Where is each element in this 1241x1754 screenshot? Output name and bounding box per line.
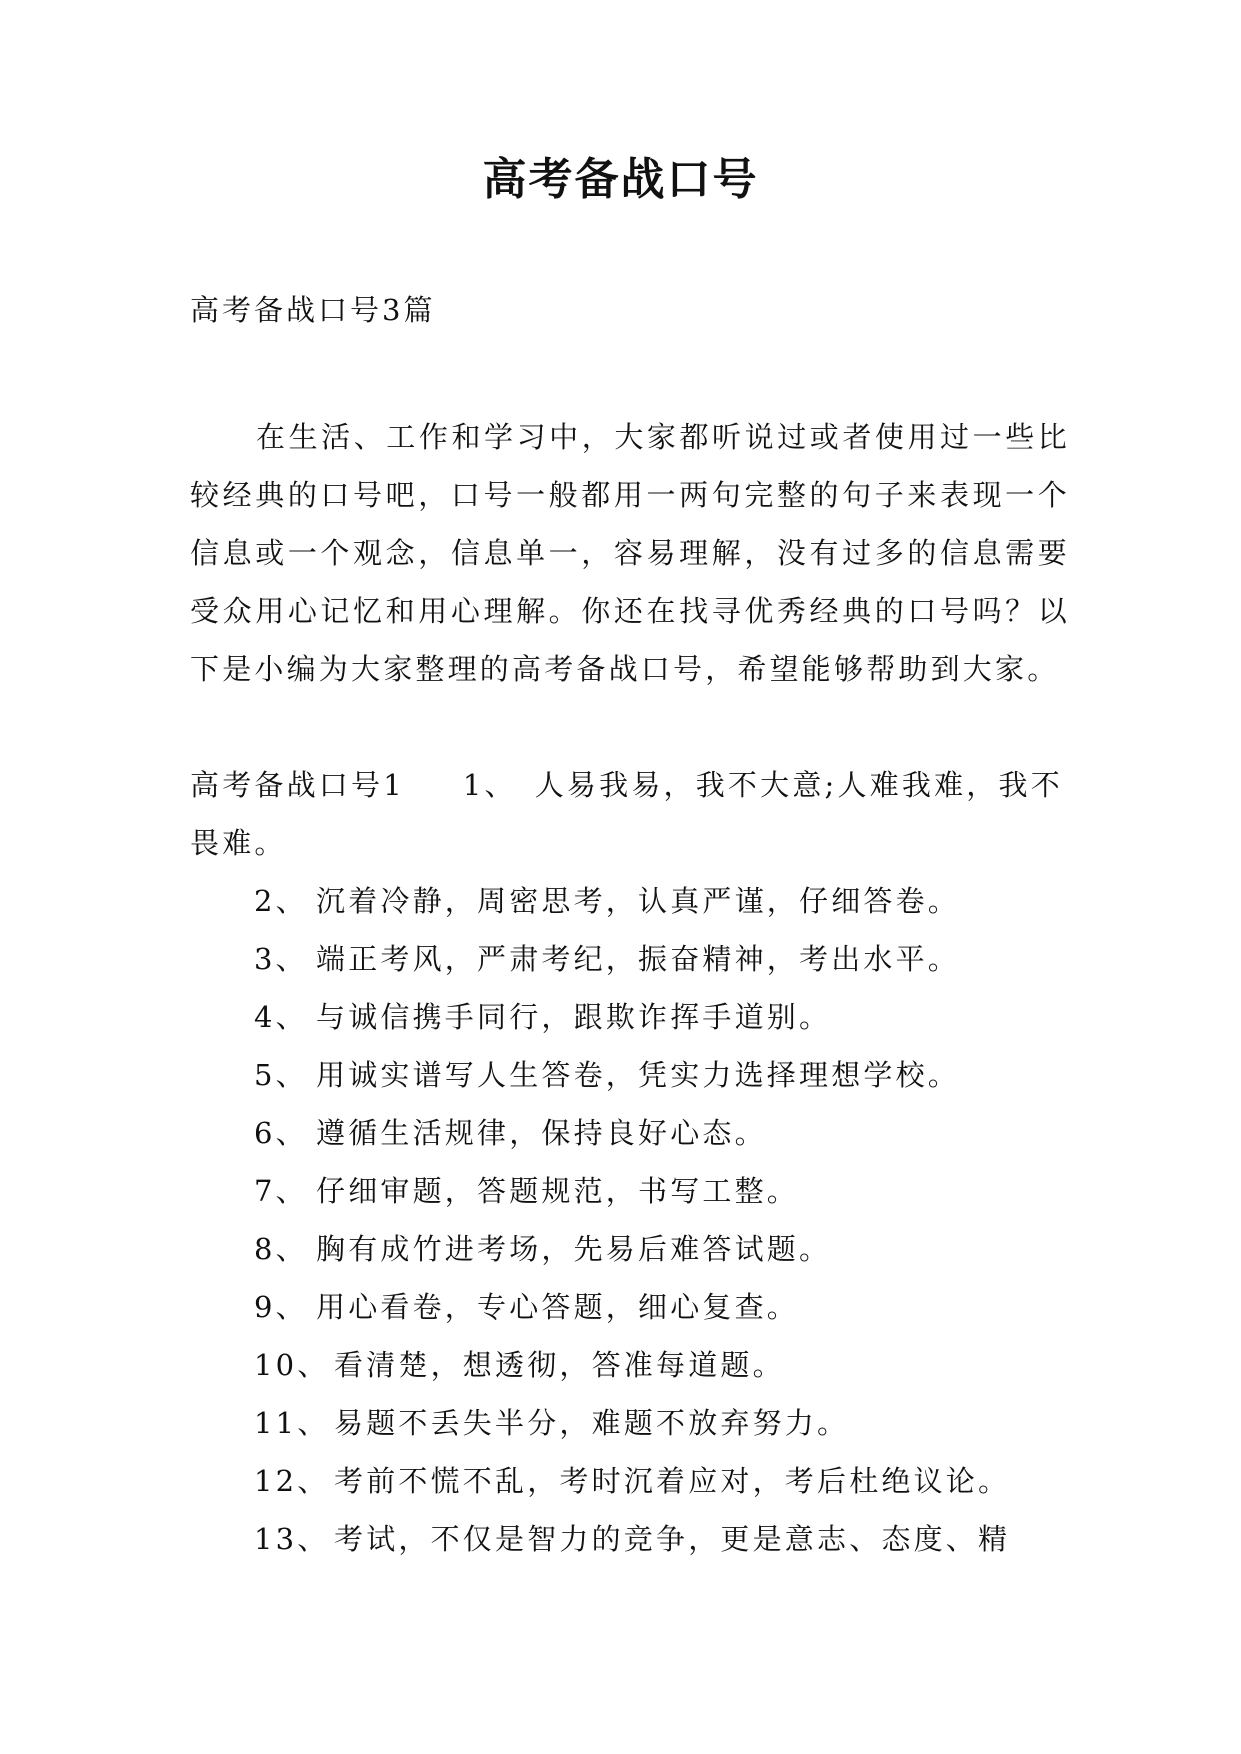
item-text: 考前不慌不乱，考时沉着应对，考后杜绝议论。 [334, 1464, 1011, 1498]
item-number: 9、 [254, 1290, 308, 1324]
document-subtitle: 高考备战口号3篇 [190, 293, 436, 327]
intro-paragraph: 在生活、工作和学习中，大家都听说过或者使用过一些比较经典的口号吧，口号一般都用一两句完整的句子来表现一个信息或一个观念，信息单一，容易理解，没有过多的信息需要受众用心记忆和用心理解。你还在找寻优秀经典的口号吗？以下是小编为大家整理的高考备战口号，希望能够帮助到大家。 [190, 420, 1070, 686]
list-item [254, 930, 1074, 988]
list-item [254, 1278, 1074, 1336]
item-number: 10、 [254, 1348, 330, 1382]
item-text: 用诚实谱写人生答卷，凭实力选择理想学校。 [316, 1058, 961, 1092]
item-number: 5、 [254, 1058, 308, 1092]
document-title: 高考备战口号 [482, 154, 759, 205]
item-text: 易题不丢失半分，难题不放弃努力。 [334, 1406, 850, 1440]
list-item [254, 1452, 1074, 1510]
list-item [254, 1220, 1074, 1278]
item-number: 11、 [254, 1406, 330, 1440]
item-number: 7、 [254, 1174, 308, 1208]
item-text: 考试，不仅是智力的竞争，更是意志、态度、精 [334, 1522, 1011, 1556]
list-item [254, 872, 1074, 930]
item-number: 13、 [254, 1522, 330, 1556]
item-number: 3、 [254, 942, 308, 976]
item-number: 12、 [254, 1464, 330, 1498]
item-text: 胸有成竹进考场，先易后难答试题。 [316, 1232, 832, 1266]
item-number: 4、 [254, 1000, 308, 1034]
item-text: 沉着冷静，周密思考，认真严谨，仔细答卷。 [316, 884, 961, 918]
list-item [254, 1510, 1074, 1568]
item-1-number: 1、 [462, 768, 517, 802]
list-item [254, 988, 1074, 1046]
item-text: 看清楚，想透彻，答准每道题。 [334, 1348, 785, 1382]
section-1-heading: 高考备战口号1 [190, 768, 405, 802]
item-text: 与诚信携手同行，跟欺诈挥手道别。 [316, 1000, 832, 1034]
item-number: 8、 [254, 1232, 308, 1266]
item-number: 6、 [254, 1116, 308, 1150]
item-1-text: 人易我易，我不大意;人难我难，我不畏难。 [190, 768, 1063, 860]
list-item [254, 1104, 1074, 1162]
list-item [254, 1046, 1074, 1104]
list-item [254, 1336, 1074, 1394]
item-text: 用心看卷，专心答题，细心复查。 [316, 1290, 800, 1324]
list-item [254, 1162, 1074, 1220]
list-item [254, 1394, 1074, 1452]
item-text: 端正考风，严肃考纪，振奋精神，考出水平。 [316, 942, 961, 976]
item-number: 2、 [254, 884, 308, 918]
slogan-list [254, 872, 1074, 1568]
section-1 [190, 756, 1070, 872]
item-text: 仔细审题，答题规范，书写工整。 [316, 1174, 800, 1208]
item-text: 遵循生活规律，保持良好心态。 [316, 1116, 767, 1150]
